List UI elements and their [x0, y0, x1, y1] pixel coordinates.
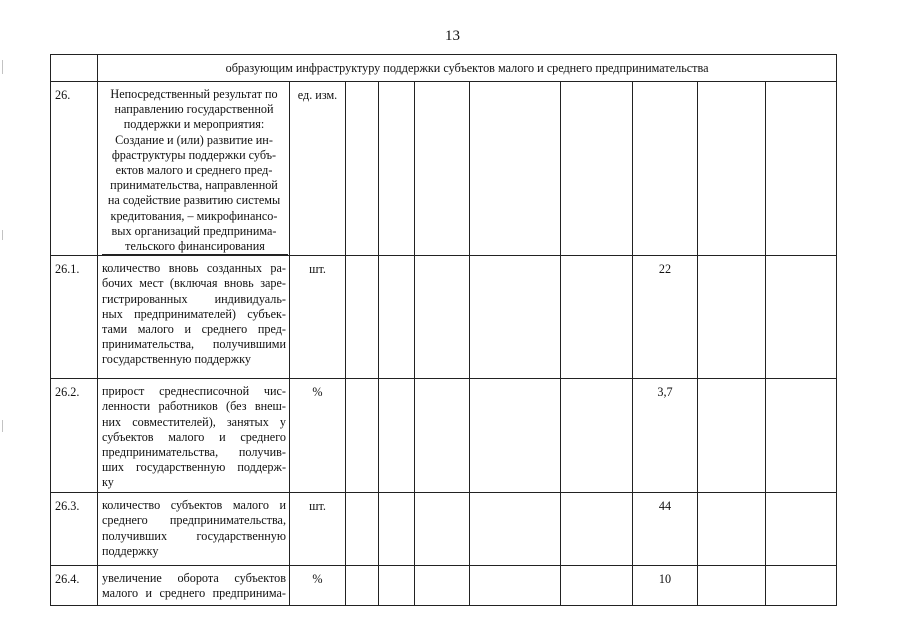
row-number: 26.1. [51, 256, 98, 379]
data-cell [379, 256, 415, 379]
description-line: ку [102, 475, 114, 490]
data-cell [379, 379, 415, 493]
data-cell [379, 493, 415, 566]
row-value: 22 [633, 256, 698, 379]
data-cell [470, 493, 561, 566]
row-number: 26.2. [51, 379, 98, 493]
row-value [633, 82, 698, 256]
table-section-header: образующим инфраструктуру поддержки субъектов малого и среднего предпринимательства [98, 55, 837, 82]
description-line: получивших государственную [102, 528, 286, 543]
data-cell [415, 493, 470, 566]
data-cell [561, 566, 633, 606]
description-line: на содействие развитию системы [107, 193, 281, 208]
data-cell [379, 566, 415, 606]
data-cell [766, 82, 837, 256]
description-line: бочих мест (включая вновь заре- [102, 276, 286, 291]
description-line: ектов малого и среднего пред- [115, 163, 273, 178]
description-line: Непосредственный результат по [110, 87, 278, 101]
data-cell [698, 493, 766, 566]
description-line: вых организаций предпринима- [111, 223, 277, 238]
data-cell [346, 566, 379, 606]
description-line: ших государственную поддерж- [102, 460, 286, 475]
table-row [51, 493, 837, 566]
data-cell [766, 493, 837, 566]
row-number: 26. [51, 82, 98, 256]
description-line: принимательства, получившими [102, 337, 286, 352]
table-row [51, 379, 837, 493]
data-cell [346, 379, 379, 493]
row-description [98, 256, 290, 379]
data-cell [698, 256, 766, 379]
data-cell [561, 379, 633, 493]
scan-edge-mark [2, 420, 3, 432]
description-line: кредитования, – микрофинансо- [110, 208, 278, 223]
data-cell [470, 379, 561, 493]
description-line: фраструктуры поддержки субъ- [111, 147, 277, 162]
data-cell [470, 256, 561, 379]
description-line: увеличение оборота субъектов [102, 571, 286, 586]
data-cell [415, 379, 470, 493]
description-line: Создание и (или) развитие ин- [115, 132, 273, 147]
description-line: них совместителей), занятых у [102, 414, 286, 429]
data-cell [470, 82, 561, 256]
description-line: государственную поддержку [102, 352, 251, 367]
data-cell [766, 379, 837, 493]
scan-edge-mark [2, 60, 3, 74]
row-description [98, 379, 290, 493]
description-line: тами малого и среднего пред- [102, 322, 286, 337]
data-cell [415, 566, 470, 606]
data-cell [698, 566, 766, 606]
description-line: ленности работников (без внеш- [102, 399, 286, 414]
row-unit: шт. [290, 256, 346, 379]
data-cell [561, 493, 633, 566]
table-header-row [51, 55, 837, 82]
data-cell [346, 82, 379, 256]
table-row [51, 82, 837, 256]
description-line: малого и среднего предпринима- [102, 586, 286, 601]
description-line: принимательства, направленной [110, 178, 278, 193]
row-number: 26.3. [51, 493, 98, 566]
data-cell [561, 256, 633, 379]
header-empty-cell [51, 55, 98, 82]
data-cell [346, 256, 379, 379]
row-value: 44 [633, 493, 698, 566]
description-line: гистрированных индивидуаль- [102, 291, 286, 306]
data-cell [415, 82, 470, 256]
description-line: прирост среднесписочной чис- [102, 384, 286, 399]
row-unit: % [290, 566, 346, 606]
table-row [51, 256, 837, 379]
data-cell [698, 379, 766, 493]
data-cell [346, 493, 379, 566]
table-row [51, 566, 837, 606]
description-line: ных предпринимателей) субъек- [102, 306, 286, 321]
row-description [98, 566, 290, 606]
row-unit: шт. [290, 493, 346, 566]
indicators-table [50, 54, 837, 606]
data-cell [766, 256, 837, 379]
data-cell [766, 566, 837, 606]
data-cell [561, 82, 633, 256]
description-line: тельского финансирования [102, 239, 288, 255]
description-line: субъектов малого и среднего [102, 429, 286, 444]
description-line: направлению государственной [114, 102, 274, 117]
row-unit: ед. изм. [290, 82, 346, 256]
description-line: количество вновь созданных ра- [102, 261, 286, 276]
row-number: 26.4. [51, 566, 98, 606]
data-cell [379, 82, 415, 256]
data-cell [698, 82, 766, 256]
row-value: 10 [633, 566, 698, 606]
description-line: количество субъектов малого и [102, 498, 286, 513]
description-line: предпринимательства, получив- [102, 445, 286, 460]
description-line: среднего предпринимательства, [102, 513, 286, 528]
description-line: поддержки и мероприятия: [123, 117, 265, 132]
data-cell [470, 566, 561, 606]
row-value: 3,7 [633, 379, 698, 493]
row-description [98, 493, 290, 566]
data-cell [415, 256, 470, 379]
row-unit: % [290, 379, 346, 493]
page-number: 13 [445, 28, 460, 44]
scan-edge-mark [2, 230, 3, 240]
row-description [98, 82, 290, 256]
description-line: поддержку [102, 543, 159, 558]
